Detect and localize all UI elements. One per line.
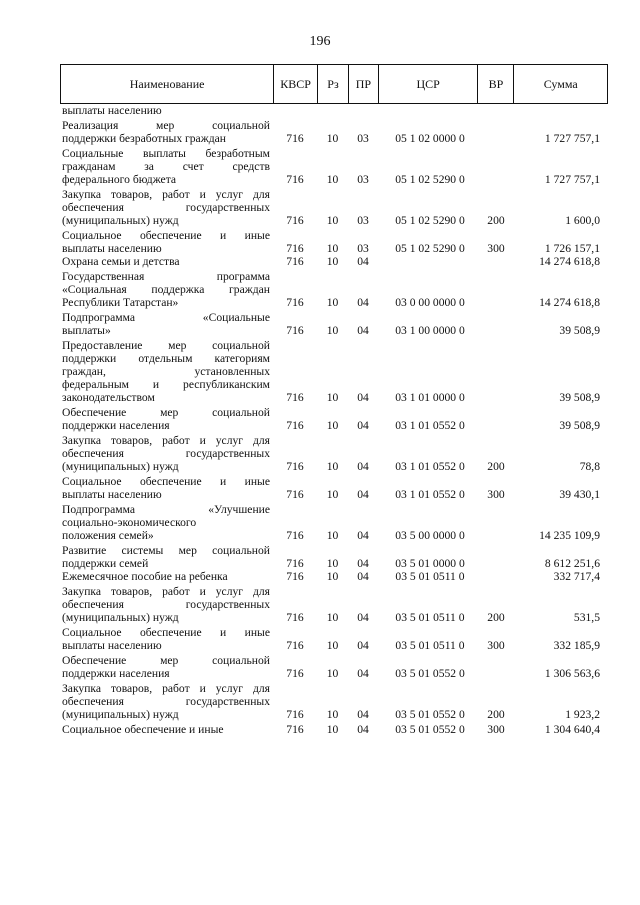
row-sum: 78,8 <box>579 460 600 473</box>
row-kvsr: 716 <box>286 296 304 309</box>
row-pr: 04 <box>357 296 369 309</box>
row-name-line: «Социальная поддержка граждан <box>62 283 270 296</box>
row-name-line: Подпрограмма «Социальные <box>62 311 270 324</box>
row-name-line: (муниципальных) нужд <box>62 460 179 473</box>
row-name-line: поддержки безработных граждан <box>62 132 226 145</box>
table-row <box>60 229 608 255</box>
row-rz: 10 <box>326 611 339 624</box>
row-name-line: выплаты населению <box>62 639 162 652</box>
row-csr: 03 1 01 0552 0 <box>395 419 465 432</box>
row-rz: 10 <box>326 529 339 542</box>
row-kvsr: 716 <box>286 255 304 268</box>
row-name <box>60 229 273 255</box>
row-vr: 300 <box>487 488 505 501</box>
row-vr: 300 <box>487 242 505 255</box>
row-sum: 14 235 109,9 <box>539 529 600 542</box>
row-name-line: Ежемесячное пособие на ребенка <box>62 570 228 583</box>
row-rz: 10 <box>326 255 339 268</box>
row-pr: 03 <box>357 242 369 255</box>
row-rz: 10 <box>326 723 339 736</box>
row-pr: 04 <box>357 255 369 268</box>
row-rz: 10 <box>326 639 339 652</box>
row-name-line: Социальное обеспечение и иные <box>62 475 270 488</box>
table-row <box>60 270 608 309</box>
row-name-line: Закупка товаров, работ и услуг для <box>62 682 270 695</box>
row-kvsr: 716 <box>286 460 304 473</box>
row-csr: 03 1 01 0000 0 <box>395 391 465 404</box>
row-name-line: поддержки населения <box>62 419 170 432</box>
table-row <box>60 654 608 680</box>
row-name-line: социально-экономического <box>62 516 197 529</box>
row-sum: 332 717,4 <box>553 570 600 583</box>
row-name-line: Закупка товаров, работ и услуг для <box>62 188 270 201</box>
header-sum: Сумма <box>513 65 607 103</box>
row-name <box>60 544 273 570</box>
row-vr: 300 <box>487 723 505 736</box>
row-name-line: (муниципальных) нужд <box>62 214 179 227</box>
row-name-line: (муниципальных) нужд <box>62 611 179 624</box>
row-rz: 10 <box>326 214 339 227</box>
table-row <box>60 188 608 227</box>
row-sum: 8 612 251,6 <box>544 557 600 570</box>
row-name <box>60 406 273 432</box>
row-name-line: законодательством <box>62 391 155 404</box>
table-header <box>60 64 608 104</box>
row-name <box>60 311 273 337</box>
row-csr: 03 5 01 0552 0 <box>395 708 465 721</box>
row-rz: 10 <box>326 570 339 583</box>
row-pr: 04 <box>357 723 369 736</box>
row-pr: 04 <box>357 611 369 624</box>
table-row <box>60 626 608 652</box>
row-rz: 10 <box>326 391 339 404</box>
row-name <box>60 654 273 680</box>
row-kvsr: 716 <box>286 324 304 337</box>
table-body <box>60 104 608 736</box>
row-name-line: обеспечения государственных <box>62 695 270 708</box>
row-pr: 04 <box>357 391 369 404</box>
row-kvsr: 716 <box>286 488 304 501</box>
row-pr: 04 <box>357 557 369 570</box>
row-kvsr: 716 <box>286 391 304 404</box>
row-sum: 531,5 <box>573 611 600 624</box>
table-row <box>60 585 608 624</box>
row-vr: 200 <box>487 708 505 721</box>
row-vr: 200 <box>487 214 505 227</box>
row-kvsr: 716 <box>286 723 304 736</box>
row-name-line: Государственная программа <box>62 270 270 283</box>
table-row <box>60 682 608 721</box>
row-csr: 03 1 01 0552 0 <box>395 460 465 473</box>
page-number: 196 <box>309 34 331 49</box>
row-pr: 03 <box>357 132 369 145</box>
row-name <box>60 682 273 721</box>
row-name-line: Закупка товаров, работ и услуг для <box>62 585 270 598</box>
row-csr: 05 1 02 5290 0 <box>395 214 465 227</box>
table-row <box>60 339 608 404</box>
row-kvsr: 716 <box>286 419 304 432</box>
row-csr: 03 1 01 0552 0 <box>395 488 465 501</box>
row-rz: 10 <box>326 557 339 570</box>
row-name-line: Обеспечение мер социальной <box>62 654 270 667</box>
table-row <box>60 475 608 501</box>
row-csr: 03 5 01 0511 0 <box>395 570 465 583</box>
row-pr: 04 <box>357 708 369 721</box>
row-pr: 04 <box>357 639 369 652</box>
row-name-line: Реализация мер социальной <box>62 119 270 132</box>
row-csr: 03 5 01 0511 0 <box>395 611 465 624</box>
row-pr: 04 <box>357 460 369 473</box>
row-sum: 39 508,9 <box>559 419 600 432</box>
row-name-line: гражданам за счет средств <box>62 160 270 173</box>
header-name: Наименование <box>129 76 205 91</box>
row-name <box>60 503 273 542</box>
table-row <box>60 406 608 432</box>
row-kvsr: 716 <box>286 214 304 227</box>
row-sum: 1 726 157,1 <box>544 242 600 255</box>
table-row <box>60 503 608 542</box>
row-name-line: обеспечения государственных <box>62 447 270 460</box>
row-sum: 14 274 618,8 <box>539 255 600 268</box>
row-sum: 39 508,9 <box>559 391 600 404</box>
row-pr: 04 <box>357 529 369 542</box>
row-sum: 1 923,2 <box>565 708 600 721</box>
row-kvsr: 716 <box>286 242 304 255</box>
row-name <box>60 723 273 736</box>
row-pr: 04 <box>357 324 369 337</box>
row-kvsr: 716 <box>286 611 304 624</box>
row-vr: 300 <box>487 639 505 652</box>
row-name-line: Подпрограмма «Улучшение <box>62 503 270 516</box>
row-sum: 332 185,9 <box>553 639 600 652</box>
budget-table <box>60 64 608 736</box>
table-row <box>60 104 608 117</box>
row-name-line: поддержки населения <box>62 667 170 680</box>
row-name-line: обеспечения государственных <box>62 598 270 611</box>
row-name-line: Республики Татарстан» <box>62 296 179 309</box>
row-kvsr: 716 <box>286 639 304 652</box>
row-name-line: федеральным и республиканским <box>62 378 270 391</box>
row-csr: 03 1 00 0000 0 <box>395 324 465 337</box>
row-name-line: выплаты населению <box>62 104 162 117</box>
row-rz: 10 <box>326 419 339 432</box>
header-kvsr: КВСР <box>273 65 317 103</box>
row-kvsr: 716 <box>286 529 304 542</box>
row-kvsr: 716 <box>286 570 304 583</box>
row-pr: 04 <box>357 667 369 680</box>
row-rz: 10 <box>326 296 339 309</box>
table-row <box>60 311 608 337</box>
row-sum: 1 600,0 <box>565 214 600 227</box>
row-name-line: Закупка товаров, работ и услуг для <box>62 434 270 447</box>
table-row <box>60 434 608 473</box>
row-sum: 14 274 618,8 <box>539 296 600 309</box>
row-name-line: Охрана семьи и детства <box>62 255 180 268</box>
table-row <box>60 147 608 186</box>
row-csr: 03 5 01 0552 0 <box>395 667 465 680</box>
header-rz: Рз <box>317 65 348 103</box>
row-name-line: обеспечения государственных <box>62 201 270 214</box>
row-name <box>60 104 273 117</box>
table-row <box>60 544 608 570</box>
row-rz: 10 <box>326 460 339 473</box>
row-name-line: Обеспечение мер социальной <box>62 406 270 419</box>
row-name <box>60 626 273 652</box>
row-sum: 1 727 757,1 <box>544 173 600 186</box>
row-name <box>60 270 273 309</box>
row-csr: 05 1 02 0000 0 <box>395 132 465 145</box>
row-csr: 05 1 02 5290 0 <box>395 242 465 255</box>
row-rz: 10 <box>326 324 339 337</box>
row-rz: 10 <box>326 242 339 255</box>
row-rz: 10 <box>326 488 339 501</box>
row-sum: 39 430,1 <box>559 488 600 501</box>
row-name <box>60 585 273 624</box>
row-csr: 03 5 01 0511 0 <box>395 639 465 652</box>
table-row <box>60 570 608 583</box>
row-pr: 04 <box>357 570 369 583</box>
row-csr: 03 0 00 0000 0 <box>395 296 465 309</box>
row-pr: 03 <box>357 214 369 227</box>
row-name <box>60 339 273 404</box>
row-name-line: федерального бюджета <box>62 173 177 186</box>
row-csr: 03 5 01 0552 0 <box>395 723 465 736</box>
row-name <box>60 255 273 268</box>
row-rz: 10 <box>326 708 339 721</box>
row-vr: 200 <box>487 460 505 473</box>
row-sum: 1 727 757,1 <box>544 132 600 145</box>
row-pr: 04 <box>357 419 369 432</box>
table-row <box>60 723 608 736</box>
row-kvsr: 716 <box>286 667 304 680</box>
row-sum: 1 306 563,6 <box>544 667 600 680</box>
row-name <box>60 434 273 473</box>
header-vr: ВР <box>477 65 513 103</box>
table-row <box>60 119 608 145</box>
row-kvsr: 716 <box>286 132 304 145</box>
header-pr: ПР <box>348 65 378 103</box>
row-name-line: Социальное обеспечение и иные <box>62 723 224 736</box>
row-kvsr: 716 <box>286 173 304 186</box>
row-name-line: положения семей» <box>62 529 154 542</box>
row-csr: 03 5 00 0000 0 <box>395 529 465 542</box>
row-csr: 03 5 01 0000 0 <box>395 557 465 570</box>
row-name-line: Предоставление мер социальной <box>62 339 270 352</box>
row-name-line: поддержки семей <box>62 557 149 570</box>
row-name-line: Развитие системы мер социальной <box>62 544 270 557</box>
row-vr: 200 <box>487 611 505 624</box>
row-rz: 10 <box>326 667 339 680</box>
row-name-line: Социальные выплаты безработным <box>62 147 270 160</box>
row-rz: 10 <box>326 132 339 145</box>
row-name-line: выплаты населению <box>62 242 162 255</box>
row-name-line: Социальное обеспечение и иные <box>62 626 270 639</box>
row-name <box>60 119 273 145</box>
row-name <box>60 188 273 227</box>
row-name <box>60 570 273 583</box>
row-name-line: поддержки отдельным категориям <box>62 352 270 365</box>
table-row <box>60 255 608 268</box>
row-csr: 05 1 02 5290 0 <box>395 173 465 186</box>
header-csr: ЦСР <box>378 65 478 103</box>
row-name-line: (муниципальных) нужд <box>62 708 179 721</box>
row-pr: 04 <box>357 488 369 501</box>
row-name-line: выплаты» <box>62 324 111 337</box>
row-kvsr: 716 <box>286 708 304 721</box>
row-sum: 39 508,9 <box>559 324 600 337</box>
row-pr: 03 <box>357 173 369 186</box>
row-name <box>60 475 273 501</box>
row-kvsr: 716 <box>286 557 304 570</box>
row-name-line: граждан, установленных <box>62 365 270 378</box>
row-sum: 1 304 640,4 <box>544 723 600 736</box>
row-rz: 10 <box>326 173 339 186</box>
row-name <box>60 147 273 186</box>
row-name-line: выплаты населению <box>62 488 162 501</box>
row-name-line: Социальное обеспечение и иные <box>62 229 270 242</box>
